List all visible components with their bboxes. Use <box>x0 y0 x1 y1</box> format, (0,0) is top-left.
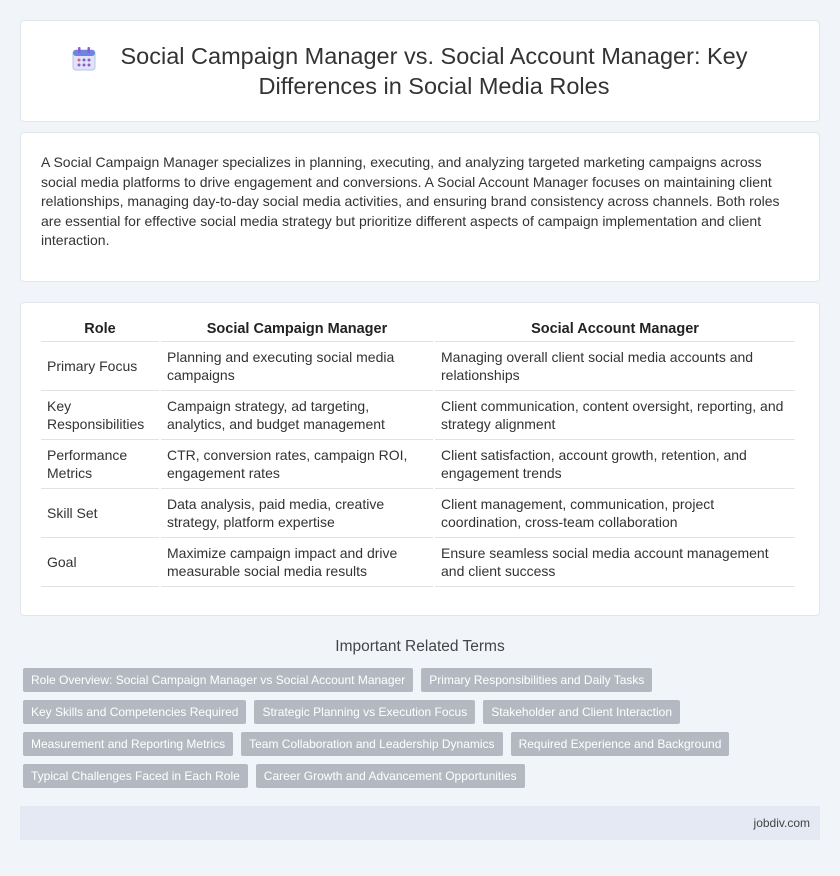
table-row <box>41 391 795 440</box>
term-tag[interactable]: Strategic Planning vs Execution Focus <box>254 700 475 724</box>
campaign-cell: Planning and executing social media campaigns <box>161 342 433 391</box>
row-label: Primary Focus <box>41 342 159 391</box>
intro-text: A Social Campaign Manager specializes in planning, executing, and analyzing targeted marketing campaigns across social media platforms to drive engagement and conversions. A Social Account Manager focuses on maintaining client relationships, managing day-to-day social media activities, and ensuring brand consistency across channels. Both roles are essential for effective social media strategy but prioritize different aspects of campaign implementation and client interaction. <box>41 154 780 248</box>
footer <box>20 806 820 840</box>
term-tag[interactable]: Stakeholder and Client Interaction <box>483 700 680 724</box>
table-row <box>41 342 795 391</box>
term-tag[interactable]: Career Growth and Advancement Opportunities <box>256 764 525 788</box>
related-terms-tags <box>23 668 820 796</box>
comparison-section <box>20 302 820 616</box>
footer-site-link[interactable]: jobdiv.com <box>753 816 810 830</box>
calendar-icon <box>70 41 98 78</box>
campaign-cell: Maximize campaign impact and drive measurable social media results <box>161 538 433 587</box>
account-cell: Client management, communication, project coordination, cross-team collaboration <box>435 489 795 538</box>
term-tag[interactable]: Team Collaboration and Leadership Dynamics <box>241 732 502 756</box>
table-row <box>41 489 795 538</box>
campaign-cell: Data analysis, paid media, creative strategy, platform expertise <box>161 489 433 538</box>
term-tag[interactable]: Measurement and Reporting Metrics <box>23 732 233 756</box>
row-label: Key Responsibilities <box>41 391 159 440</box>
term-tag[interactable]: Role Overview: Social Campaign Manager vs Social Account Manager <box>23 668 413 692</box>
account-cell: Client satisfaction, account growth, retention, and engagement trends <box>435 440 795 489</box>
campaign-cell: Campaign strategy, ad targeting, analytics, and budget management <box>161 391 433 440</box>
term-tag[interactable]: Typical Challenges Faced in Each Role <box>23 764 248 788</box>
term-tag[interactable]: Key Skills and Competencies Required <box>23 700 246 724</box>
header-account-manager: Social Account Manager <box>435 317 795 342</box>
table-header-row <box>41 317 795 342</box>
campaign-cell: CTR, conversion rates, campaign ROI, engagement rates <box>161 440 433 489</box>
intro-section <box>20 132 820 282</box>
account-cell: Managing overall client social media accounts and relationships <box>435 342 795 391</box>
table-row <box>41 440 795 489</box>
table-row <box>41 538 795 587</box>
related-terms-title: Important Related Terms <box>335 638 505 655</box>
page-header <box>20 20 820 122</box>
header-role: Role <box>41 317 159 342</box>
row-label: Goal <box>41 538 159 587</box>
account-cell: Ensure seamless social media account management and client success <box>435 538 795 587</box>
term-tag[interactable]: Primary Responsibilities and Daily Tasks <box>421 668 652 692</box>
row-label: Skill Set <box>41 489 159 538</box>
term-tag[interactable]: Required Experience and Background <box>511 732 730 756</box>
account-cell: Client communication, content oversight, reporting, and strategy alignment <box>435 391 795 440</box>
comparison-table <box>39 317 797 587</box>
row-label: Performance Metrics <box>41 440 159 489</box>
header-campaign-manager: Social Campaign Manager <box>161 317 433 342</box>
page-title: Social Campaign Manager vs. Social Account Manager: Key Differences in Social Media Roles <box>120 43 748 99</box>
